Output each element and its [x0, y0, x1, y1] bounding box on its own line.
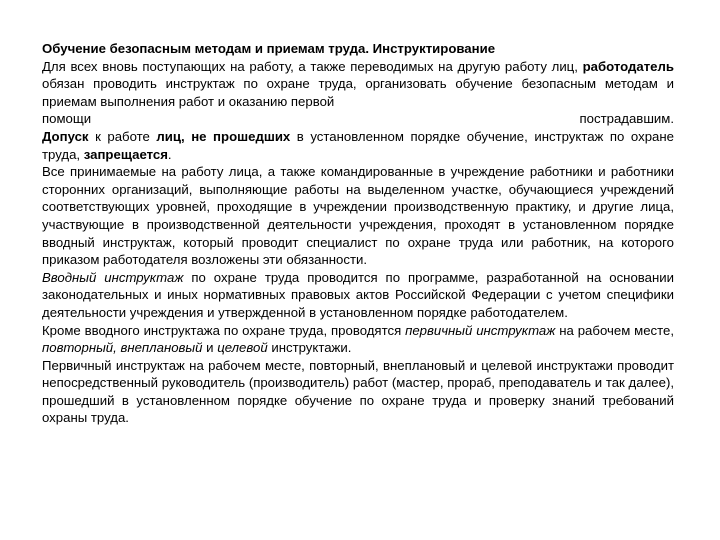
bold-run: запрещается: [83, 146, 168, 162]
italic-run: целевой: [217, 340, 268, 356]
text-run: к работе: [88, 128, 157, 144]
text-run: по охране труда проводится по программе, разработанной на основании законодательных и иных нормативных правовых актов Российской Федерации с учетом специфики деятельности учреждения и утвержденной в установленном порядке работодателем.: [42, 269, 674, 320]
italic-run: первичный инструктаж: [405, 322, 556, 338]
bold-run: Допуск: [42, 128, 89, 144]
paragraph-induction-program: [42, 269, 674, 322]
paragraph-last-line: [42, 110, 674, 128]
text-run: .: [167, 146, 172, 162]
italic-run: Вводный инструктаж: [42, 269, 184, 285]
paragraph-admission: [42, 128, 674, 163]
text-run: обязан проводить инструктаж по охране труда, организовать обучение безопасным методам и приемам выполнения работ и оказанию первой: [42, 76, 674, 109]
text-run: Для всех вновь поступающих на работу, а также переводимых на другую работу лиц,: [42, 58, 583, 74]
text-run: в установленном порядке обучение, инструктаж по охране труда,: [42, 128, 674, 162]
bold-run: лиц, не прошедших: [156, 128, 291, 144]
text-run: и: [202, 340, 218, 356]
text-run: Кроме вводного инструктажа по охране труда, проводятся: [42, 322, 406, 338]
bold-run: работодатель: [582, 58, 674, 74]
text-run: на рабочем месте,: [555, 322, 675, 338]
paragraph-induction-scope: Все принимаемые на работу лица, а также командированные в учреждение работники и работники сторонних организаций, выполняющие работы на выделенном участке, обучающиеся учреждений соответствующих уровней, проходящие в учреждении производственную практику, и другие лица, участвующие в производственной деятельности учреждения, проходят в установленном порядке вводный инструктаж, который проводит специалист по охране труда или работник, на которого приказом работодателя возложены эти обязанности.: [42, 164, 674, 268]
paragraph-employer-duty: [42, 58, 674, 128]
paragraph-briefing-types: [42, 322, 674, 357]
document-title: Обучение безопасным методам и приемам труда. Инструктирование: [42, 41, 496, 56]
italic-run: повторный, внеплановый: [42, 340, 203, 356]
text-run: помощи: [42, 111, 92, 127]
paragraph-briefing-responsible: Первичный инструктаж на рабочем месте, повторный, внеплановый и целевой инструктажи проводит непосредственный руководитель (производитель) работ (мастер, прораб, преподаватель и так далее), прошедший в установленном порядке обучение по охране труда и проверку знаний требований охраны труда.: [42, 357, 674, 426]
document-slide: [42, 40, 674, 427]
text-run: пострадавшим.: [579, 111, 674, 127]
text-run: инструктажи.: [267, 340, 352, 356]
